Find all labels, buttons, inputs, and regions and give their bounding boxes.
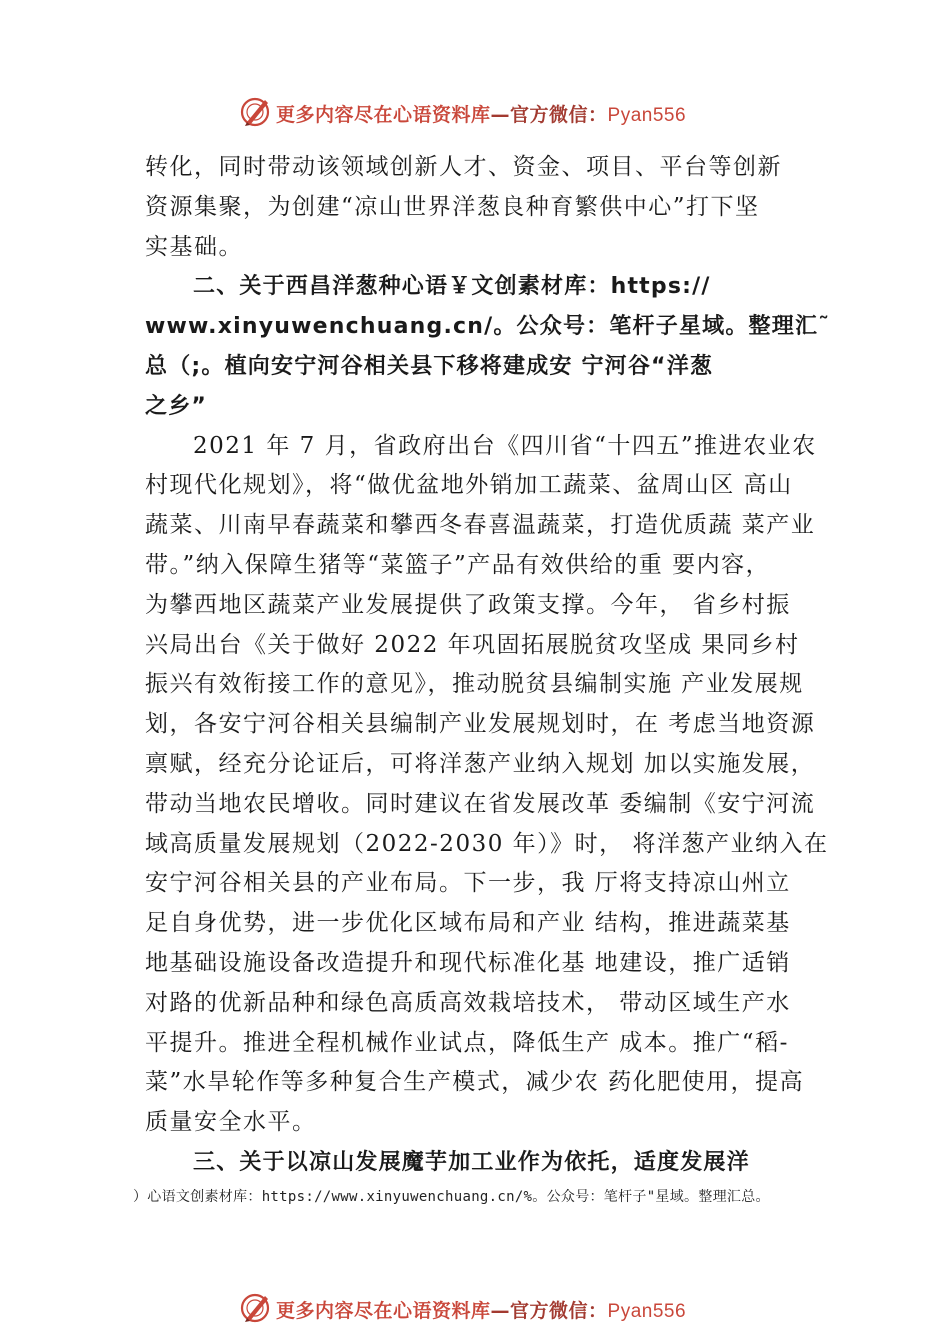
paragraph-line: 划，各安宁河谷相关县编制产业发展规划时，在 考虑当地资源 [145, 711, 816, 738]
paragraph-line: 足自身优势，进一步优化区域布局和产业 结构，推进蔬菜基 [145, 910, 791, 937]
paragraph-line: 为攀西地区蔬菜产业发展提供了政策支撑。今年， 省乡村振 [145, 591, 791, 618]
paragraph-line: 转化，同时带动该领域创新人才、资金、项目、平台等创新 [145, 154, 782, 180]
banner-wechat-label: —官方微信： [490, 1300, 608, 1322]
header-banner [0, 92, 950, 136]
paragraph-line: 村现代化规划》，将“做优盆地外销加工蔬菜、盆周山区 高山 [145, 472, 793, 499]
paragraph-line: 带。”纳入保障生猪等“菜篮子”产品有效供给的重 要内容， [145, 551, 771, 578]
paragraph-line: 域高质量发展规划（2022-2030 年）》时， 将洋葱产业纳入在 [145, 830, 829, 857]
paragraph-line: 振兴有效衔接工作的意见》，推动脱贫县编制实施 产业发展规 [145, 671, 804, 698]
document-body [145, 148, 835, 1183]
banner-wechat-id: Pyan556 [607, 105, 687, 126]
footer-banner [0, 1288, 950, 1332]
paragraph-line: 地基础设施设备改造提升和现代标准化基 地建设，推广适销 [145, 949, 791, 976]
paragraph-line: 质量安全水平。 [145, 1109, 317, 1136]
paragraph-line: 平提升。推进全程机械作业试点，降低生产 成本。推广“稻- [145, 1029, 789, 1056]
paragraph-line: 禀赋，经充分论证后，可将洋葱产业纳入规划 加以实施发展， [145, 750, 816, 777]
paragraph-line: 安宁河谷相关县的产业布局。下一步，我 厅将支持凉山州立 [145, 870, 791, 897]
section-heading-line: 三、关于以凉山发展魔芋加工业作为依托，适度发展洋 [193, 1149, 750, 1175]
banner-text [276, 1296, 686, 1323]
footer-watermark-text: ）心语文创素材库：https://www.xinyuwenchuang.cn/%。公众号：笔杆子"星域。整理汇总。 [133, 1189, 770, 1205]
paragraph-line: 蔬菜、川南早春蔬菜和攀西冬春喜温蔬菜，打造优质蔬 菜产业 [145, 512, 816, 539]
pen-logo-icon [238, 94, 272, 128]
pen-logo-icon [238, 1290, 272, 1324]
paragraph-line: 兴局出台《关于做好 2022 年巩固拓展脱贫攻坚成 果同乡村 [145, 631, 800, 658]
section-heading-line: www.xinyuwenchuang.cn/。公众号：笔杆子星域。整理汇˜ [145, 314, 831, 340]
paragraph-line: 菜”水旱轮作等多种复合生产模式，减少农 药化肥使用，提高 [145, 1069, 805, 1096]
banner-title: 更多内容尽在心语资料库 [276, 104, 491, 126]
banner-text [276, 100, 686, 127]
banner-wechat-label: —官方微信： [490, 104, 608, 126]
banner-wechat-id: Pyan556 [607, 1301, 687, 1322]
section-heading-line: 之乡” [145, 393, 208, 419]
section-heading-line: 二、关于西昌洋葱种心语￥文创素材库：https:// [193, 274, 711, 300]
paragraph-line: 2021 年 7 月，省政府出台《四川省“十四五”推进农业农 [193, 432, 817, 459]
paragraph-line: 资源集聚，为创建“凉山世界洋葱良种育繁供中心”打下坚 [145, 193, 760, 220]
paragraph-line: 对路的优新品种和绿色高质高效栽培技术， 带动区域生产水 [145, 989, 791, 1016]
banner-title: 更多内容尽在心语资料库 [276, 1300, 491, 1322]
paragraph-line: 实基础。 [145, 233, 243, 260]
section-heading-line: 总（;。植向安宁河谷相关县下移将建成安 宁河谷“洋葱 [145, 353, 714, 379]
paragraph-line: 带动当地农民增收。同时建议在省发展改革 委编制《安宁河流 [145, 790, 816, 817]
